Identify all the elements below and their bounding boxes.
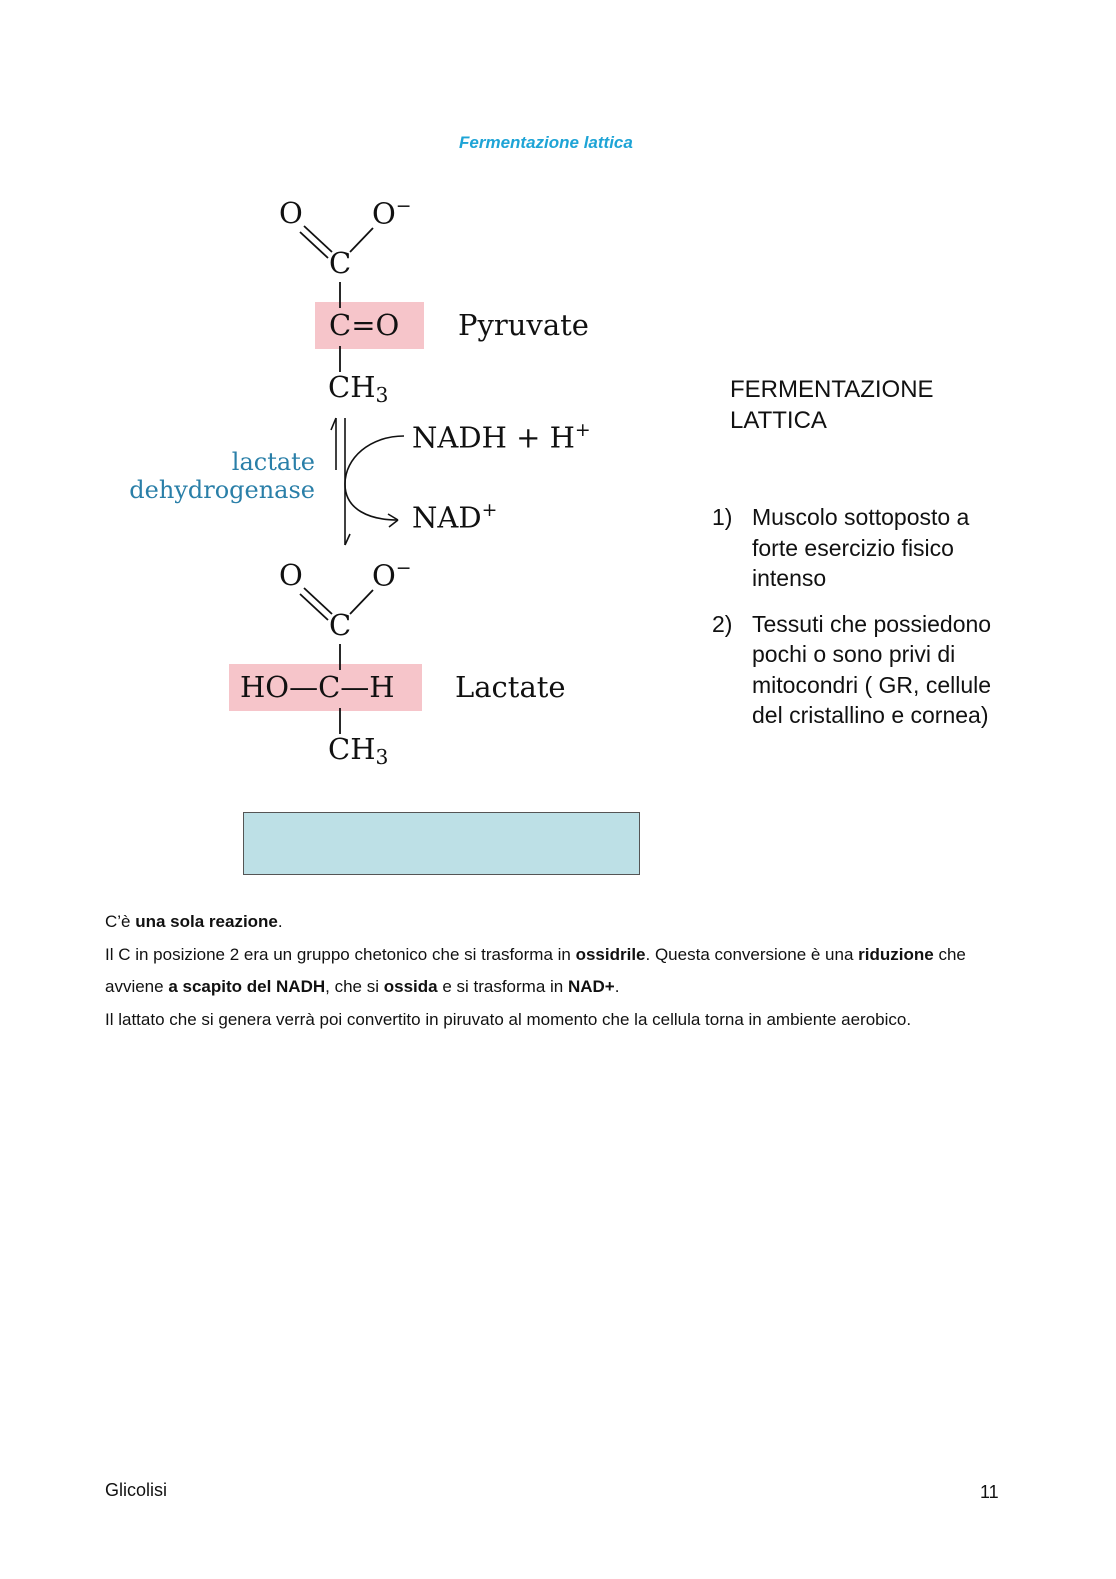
- caption-box: [243, 812, 640, 875]
- lactate-o-minus: O−: [372, 558, 412, 593]
- side-title-line-1: FERMENTAZIONE: [730, 376, 934, 403]
- list-number: 1): [712, 504, 733, 530]
- paragraph-3: Il lattato che si genera verrà poi convertito in piruvato al momento che la cellula torna in ambiente aerobico.: [105, 1009, 912, 1029]
- lactate-o-double: O: [279, 558, 303, 592]
- body-text: [105, 906, 1025, 1036]
- side-title-line-2: LATTICA: [730, 407, 827, 434]
- side-panel-title: [730, 374, 934, 436]
- pyruvate-o-double: O: [279, 196, 303, 230]
- enzyme-line-2: dehydrogenase: [129, 476, 315, 504]
- lactate-c-carboxyl: C: [329, 608, 352, 642]
- paragraph-2: Il C in posizione 2 era un gruppo chetonico che si trasforma in ossidrile. Questa conversione è una riduzione che avviene a scapito del NADH, che si ossida e si trasforma in NAD+.: [105, 944, 966, 996]
- lactate-label: Lactate: [455, 670, 566, 704]
- pyruvate-o-minus: O−: [372, 196, 412, 231]
- pyruvate-methyl: $CH_3$: [328, 370, 389, 408]
- lactate-methyl: $CH_3$: [328, 732, 389, 770]
- pyruvate-label: Pyruvate: [458, 308, 589, 342]
- footer-title: Glicolisi: [105, 1480, 168, 1500]
- enzyme-line-1: lactate: [231, 448, 315, 476]
- list-text: Tessuti che possiedono pochi o sono privi di mitocondri ( GR, cellule del cristallino e cornea): [752, 610, 992, 728]
- list-item: [712, 502, 1012, 594]
- side-panel-list: [712, 502, 1012, 746]
- paragraph-1: C’è una sola reazione.: [105, 912, 283, 931]
- lactate-hydroxyl-group: HO—C—H: [240, 670, 395, 704]
- list-text: Muscolo sottoposto a forte esercizio fisico intenso: [752, 504, 970, 591]
- list-item: [712, 609, 1012, 731]
- nad-label: NAD+: [412, 500, 498, 535]
- section-heading: Fermentazione lattica: [459, 133, 633, 152]
- page-number: 11: [980, 1482, 999, 1502]
- pyruvate-keto-group: C=O: [329, 308, 400, 342]
- enzyme-name: [120, 448, 315, 504]
- list-number: 2): [712, 610, 733, 637]
- nadh-label: NADH + H+: [412, 420, 591, 455]
- pyruvate-c-carboxyl: C: [329, 246, 352, 280]
